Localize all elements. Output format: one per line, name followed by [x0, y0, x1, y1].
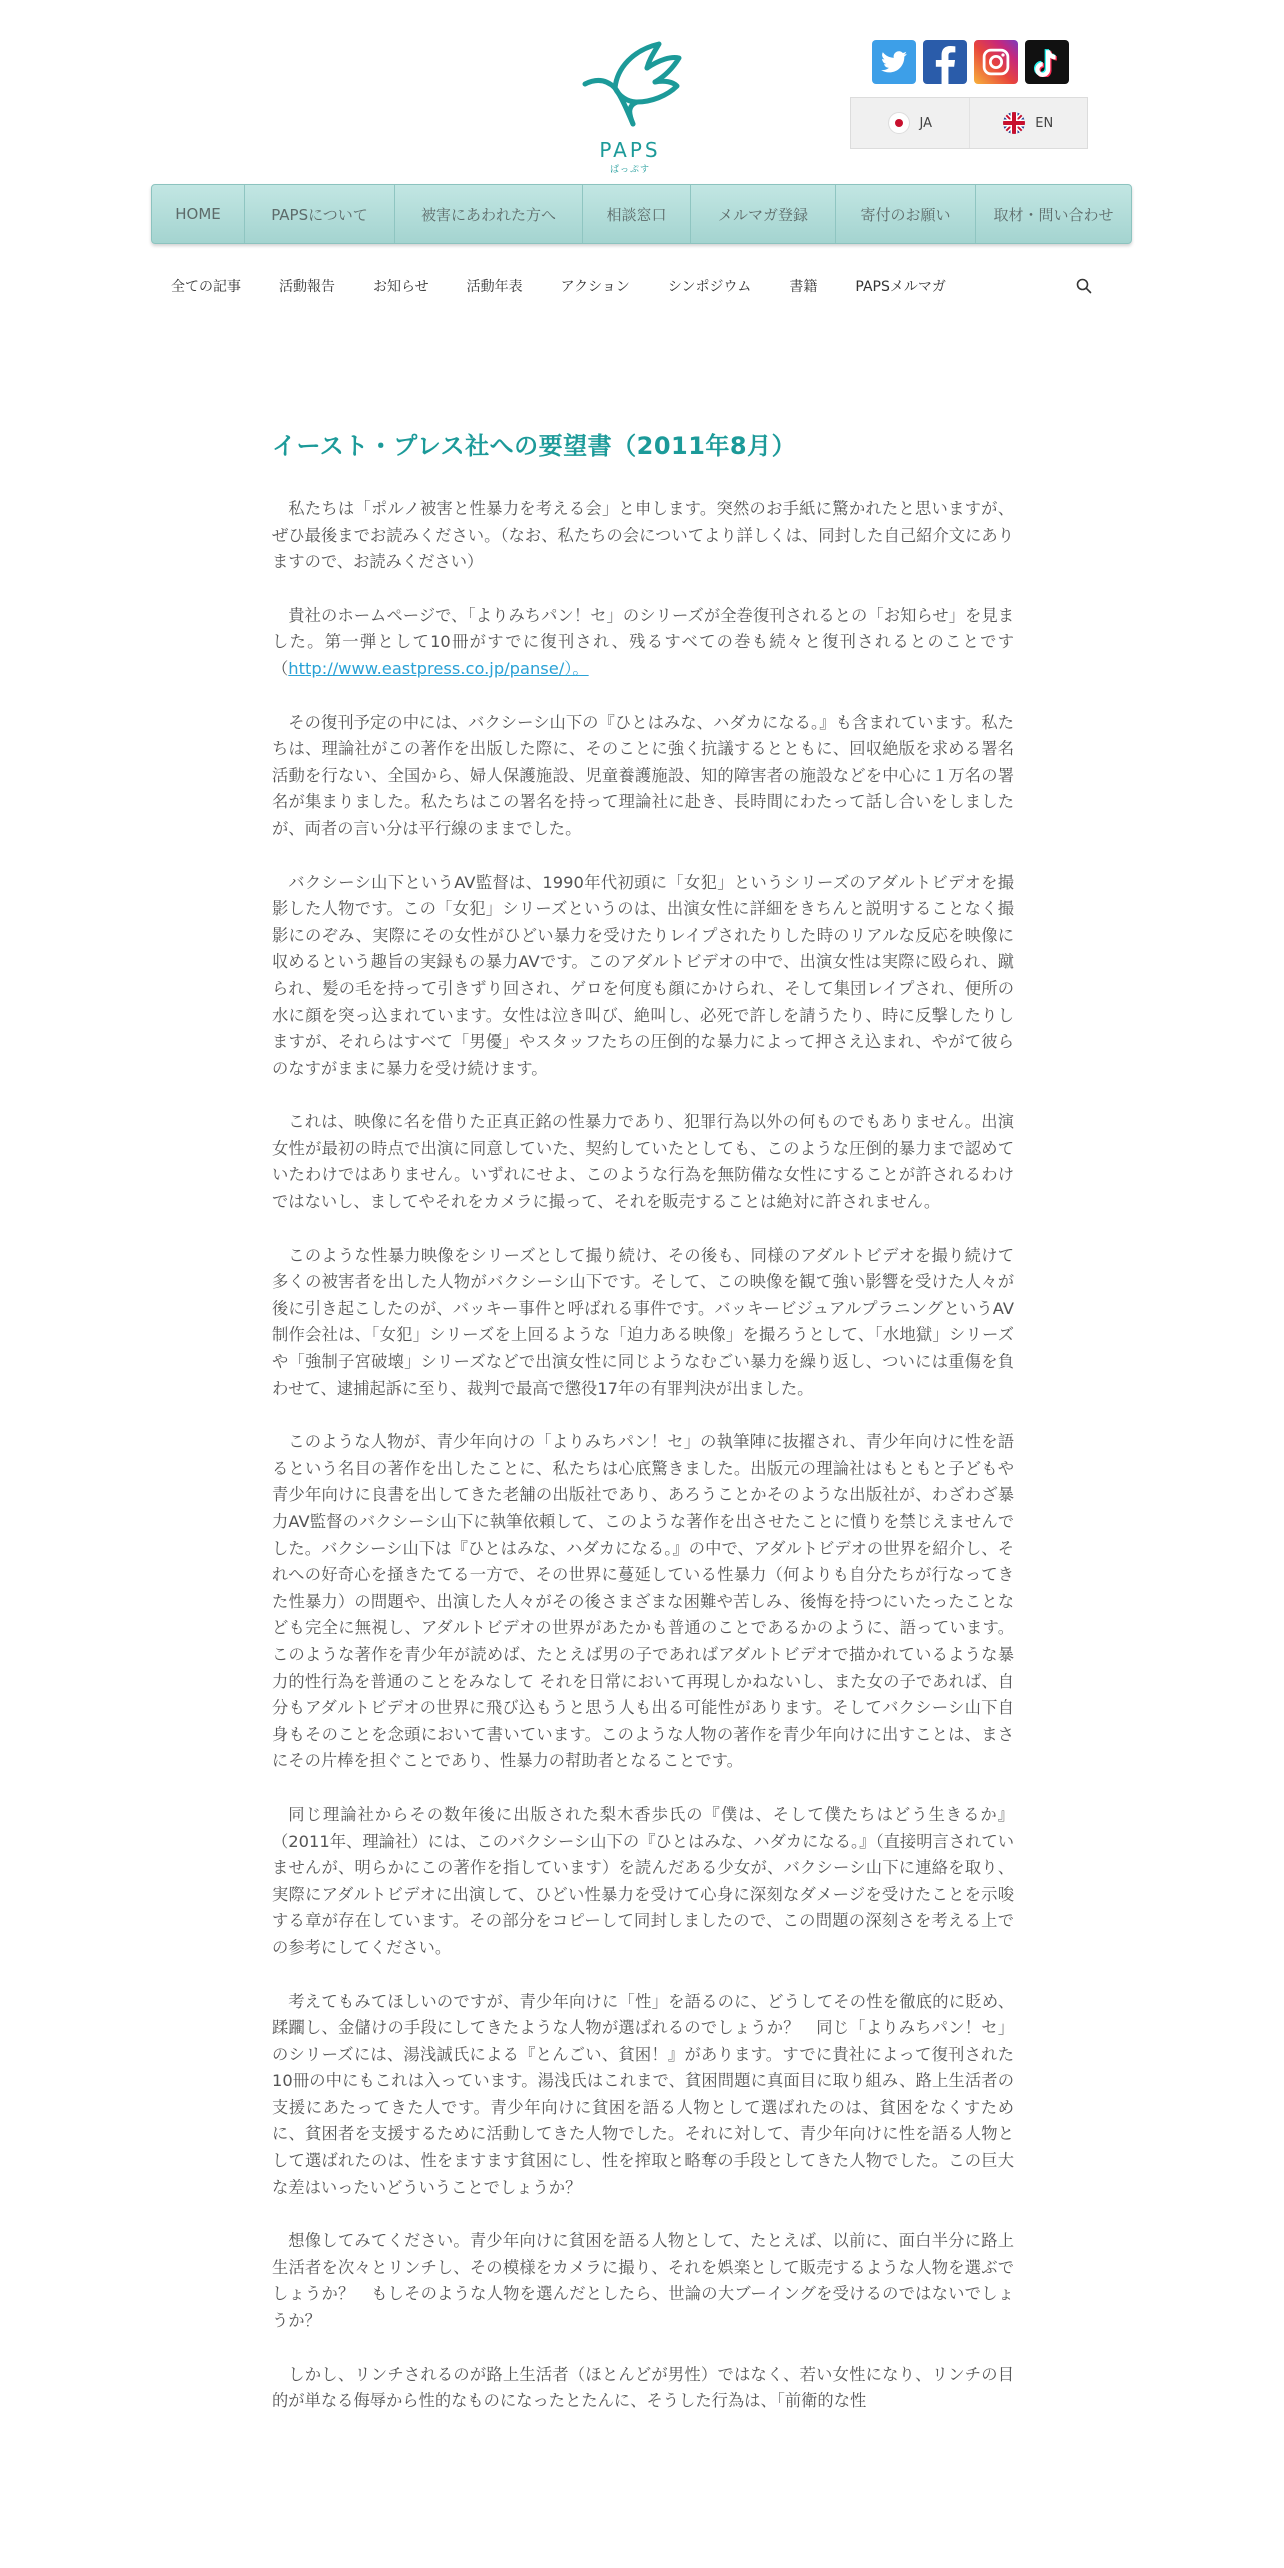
dove-logo-icon	[575, 38, 685, 138]
article-paragraph: 私たちは「ポルノ被害と性暴力を考える会」と申します。突然のお手紙に驚かれたと思いますが、ぜひ最後までお読みください。（なお、私たちの会についてより詳しくは、同封した自己紹介文にありますので、お読みください）	[272, 499, 1014, 572]
logo-wordmark: PAPS	[599, 138, 661, 162]
article-paragraph: バクシーシ山下というAV監督は、1990年代初頭に「女犯」というシリーズのアダルトビデオを撮影した人物です。この「女犯」シリーズというのは、出演女性に詳細をきちんと説明することなく撮影にのぞみ、実際にその女性がひどい暴力を受けたりレイプされたりした時のリアルな反応を映像に収めるという趣旨の実録もの暴力AVです。このアダルトビデオの中で、出演女性は実際に殴られ、蹴られ、髪の毛を持って引きずり回され、ゲロを何度も顔にかけられ、そして集団レイプされ、便所の水に顔を突っ込まれています。女性は泣き叫び、絶叫し、必死で許しを請うたり、時に反撃したりしますが、それらはすべて「男優」やスタッフたちの圧倒的な暴力によって押さえ込まれ、やがて彼らのなすがままに暴力を受け続けます。	[272, 872, 1014, 1078]
category-activity-report[interactable]: 活動報告	[279, 279, 335, 295]
article-paragraph: その復刊予定の中には、バクシーシ山下の『ひとはみな、ハダカになる。』も含まれています。私たちは、理論社がこの著作を出版した際に、そのことに強く抗議するとともに、回収絶版を求める署名活動を行ない、全国から、婦人保護施設、児童養護施設、知的障害者の施設などを中心に１万名の署名が集まりました。私たちはこの署名を持って理論社に赴き、長時間にわたって話し合いをしましたが、両者の言い分は平行線のままでした。	[272, 712, 1014, 838]
japan-flag-icon	[888, 112, 910, 134]
uk-flag-icon	[1003, 112, 1025, 134]
category-all[interactable]: 全ての記事	[171, 279, 241, 295]
social-bar	[872, 40, 1069, 84]
category-books[interactable]: 書籍	[789, 279, 818, 295]
nav-item-victims[interactable]: 被害にあわれた方へ	[395, 185, 583, 243]
article-paragraph: 同じ理論社からその数年後に出版された梨木香歩氏の『僕は、そして僕たちはどう生きるか』（2011年、理論社）には、このバクシーシ山下の『ひとはみな、ハダカになる。』（直接明言されていませんが、明らかにこの著作を指しています）を読んだある少女が、バクシーシ山下に連絡を取り、実際にアダルトビデオに出演して、ひどい性暴力を受けて心身に深刻なダメージを受けたことを示唆する章が存在しています。その部分をコピーして同封しましたので、この問題の深刻さを考える上での参考にしてください。	[272, 1804, 1014, 1957]
language-switcher	[850, 97, 1088, 149]
nav-item-newsletter[interactable]: メルマガ登録	[691, 185, 836, 243]
category-timeline[interactable]: 活動年表	[466, 279, 523, 295]
language-label-en: EN	[1035, 115, 1054, 131]
article-paragraph: これは、映像に名を借りた正真正銘の性暴力であり、犯罪行為以外の何ものでもありません。出演女性が最初の時点で出演に同意していた、契約していたとしても、このような圧倒的暴力まで認めていたわけではありません。いずれにせよ、このような行為を無防備な女性にすることが許されるわけではないし、ましてやそれをカメラに撮って、それを販売することは絶対に許されません。	[272, 1112, 1014, 1212]
blog-category-menu	[171, 275, 984, 297]
paragraph-text: 貴社のホームページで、「よりみちパン！セ」のシリーズが全巻復刊されるとの「お知らせ」を見ました。第一弾として10冊がすでに復刊され、残るすべての巻も続々と復刊されるとのことです（	[272, 605, 1014, 678]
category-newsletter[interactable]: PAPSメルマガ	[855, 279, 946, 295]
category-symposium[interactable]: シンポジウム	[667, 279, 752, 295]
paps-logo[interactable]	[575, 38, 685, 173]
nav-item-about[interactable]: PAPSについて	[245, 185, 395, 243]
article-paragraph: 想像してみてください。青少年向けに貧困を語る人物として、たとえば、以前に、面白半分に路上生活者を次々とリンチし、その模様をカメラに撮り、それを娯楽として販売するような人物を選ぶでしょうか？ もしそのような人物を選んだとしたら、世論の大ブーイングを受けるのではないでしょうか？	[272, 2231, 1014, 2331]
article-paragraph: このような人物が、青少年向けの「よりみちパン！セ」の執筆陣に抜擢され、青少年向けに性を語るという名目の著作を出したことに、私たちは心底驚きました。出版元の理論社はもともと子どもや青少年向けに良書を出してきた老舗の出版社であり、あろうことかそのような出版社が、わざわざ暴力AV監督のバクシーシ山下に執筆依頼して、このような著作を出させたことに憤りを禁じえませんでした。バクシーシ山下は『ひとはみな、ハダカになる。』の中で、アダルトビデオの世界を紹介し、それへの好奇心を掻きたてる一方で、その世界に蔓延している性暴力（何よりも自分たちが行なってきた性暴力）の問題や、出演した人々がその後さまざまな困難や苦しみ、後悔を持つにいたったことなども完全に無視し、アダルトビデオの世界があたかも普通のことであるかのように、語っています。このような著作を青少年が読めば、たとえば男の子であればアダルトビデオで描かれているような暴力的性行為を普通のことをみなして それを日常において再現しかねないし、また女の子であれば、自分もアダルトビデオの世界に飛び込もうと思う人も出る可能性があります。そしてバクシーシ山下自身もそのことを念頭において書いています。このような人物の著作を青少年向けに出すことは、まさにその片棒を担ぐことであり、性暴力の幇助者となることです。	[272, 1432, 1014, 1771]
search-icon[interactable]	[1075, 277, 1093, 295]
logo-subtext: ぱっぷす	[609, 165, 650, 175]
instagram-icon[interactable]	[974, 40, 1018, 84]
tiktok-icon[interactable]	[1025, 40, 1069, 84]
article-title: イースト・プレス社への要望書（2011年8月）	[272, 432, 797, 461]
category-news[interactable]: お知らせ	[373, 279, 429, 295]
eastpress-link[interactable]: http://www.eastpress.co.jp/panse/）。	[288, 658, 589, 678]
nav-item-contact[interactable]: 取材・問い合わせ	[993, 205, 1114, 224]
twitter-icon[interactable]	[872, 40, 916, 84]
language-option-ja[interactable]	[851, 98, 970, 148]
language-label-ja: JA	[919, 115, 932, 131]
nav-item-home[interactable]: HOME	[152, 185, 245, 243]
article-paragraph: このような性暴力映像をシリーズとして撮り続け、その後も、同様のアダルトビデオを撮り続けて多くの被害者を出した人物がバクシーシ山下です。そして、この映像を観て強い影響を受けた人々が後に引き起こしたのが、バッキー事件と呼ばれる事件です。バッキービジュアルプラニングというAV制作会社は、「女犯」シリーズを上回るような「迫力ある映像」を撮ろうとして、「水地獄」シリーズや「強制子宮破壊」シリーズなどで出演女性に同じようなむごい暴力を繰り返し、ついには重傷を負わせて、逮捕起訴に至り、裁判で最高で懲役17年の有罪判決が出ました。	[272, 1245, 1014, 1398]
category-action[interactable]: アクション	[560, 279, 630, 295]
article-body	[272, 496, 1014, 2442]
language-option-en[interactable]	[970, 98, 1088, 148]
facebook-icon[interactable]	[923, 40, 967, 84]
nav-item-consultation[interactable]: 相談窓口	[583, 185, 691, 243]
article-paragraph	[272, 603, 1014, 683]
article-paragraph: しかし、リンチされるのが路上生活者（ほとんどが男性）ではなく、若い女性になり、リンチの目的が単なる侮辱から性的なものになったとたんに、そうした行為は、「前衛的な性	[272, 2364, 1014, 2411]
article-paragraph: 考えてもみてほしいのですが、青少年向けに「性」を語るのに、どうしてその性を徹底的に貶め、蹂躙し、金儲けの手段にしてきたような人物が選ばれるのでしょうか？ 同じ「よりみちパン！セ」のシリーズには、湯浅誠氏による『とんごい、貧困！』があります。すでに貴社によって復刊された10冊の中にもこれは入っています。湯浅氏はこれまで、貧困問題に真面目に取り組み、路上生活者の支援にあたってきた人です。青少年向けに貧困を語る人物として選ばれたのは、貧困をなくすために、貧困者を支援するために活動してきた人物でした。それに対して、青少年向けに性を語る人物として選ばれたのは、性をますます貧困にし、性を搾取と略奪の手段としてきた人物でした。この巨大な差はいったいどういうことでしょうか？	[272, 1991, 1014, 2197]
nav-item-donation[interactable]: 寄付のお願い	[836, 185, 976, 243]
main-navigation	[151, 184, 1132, 244]
